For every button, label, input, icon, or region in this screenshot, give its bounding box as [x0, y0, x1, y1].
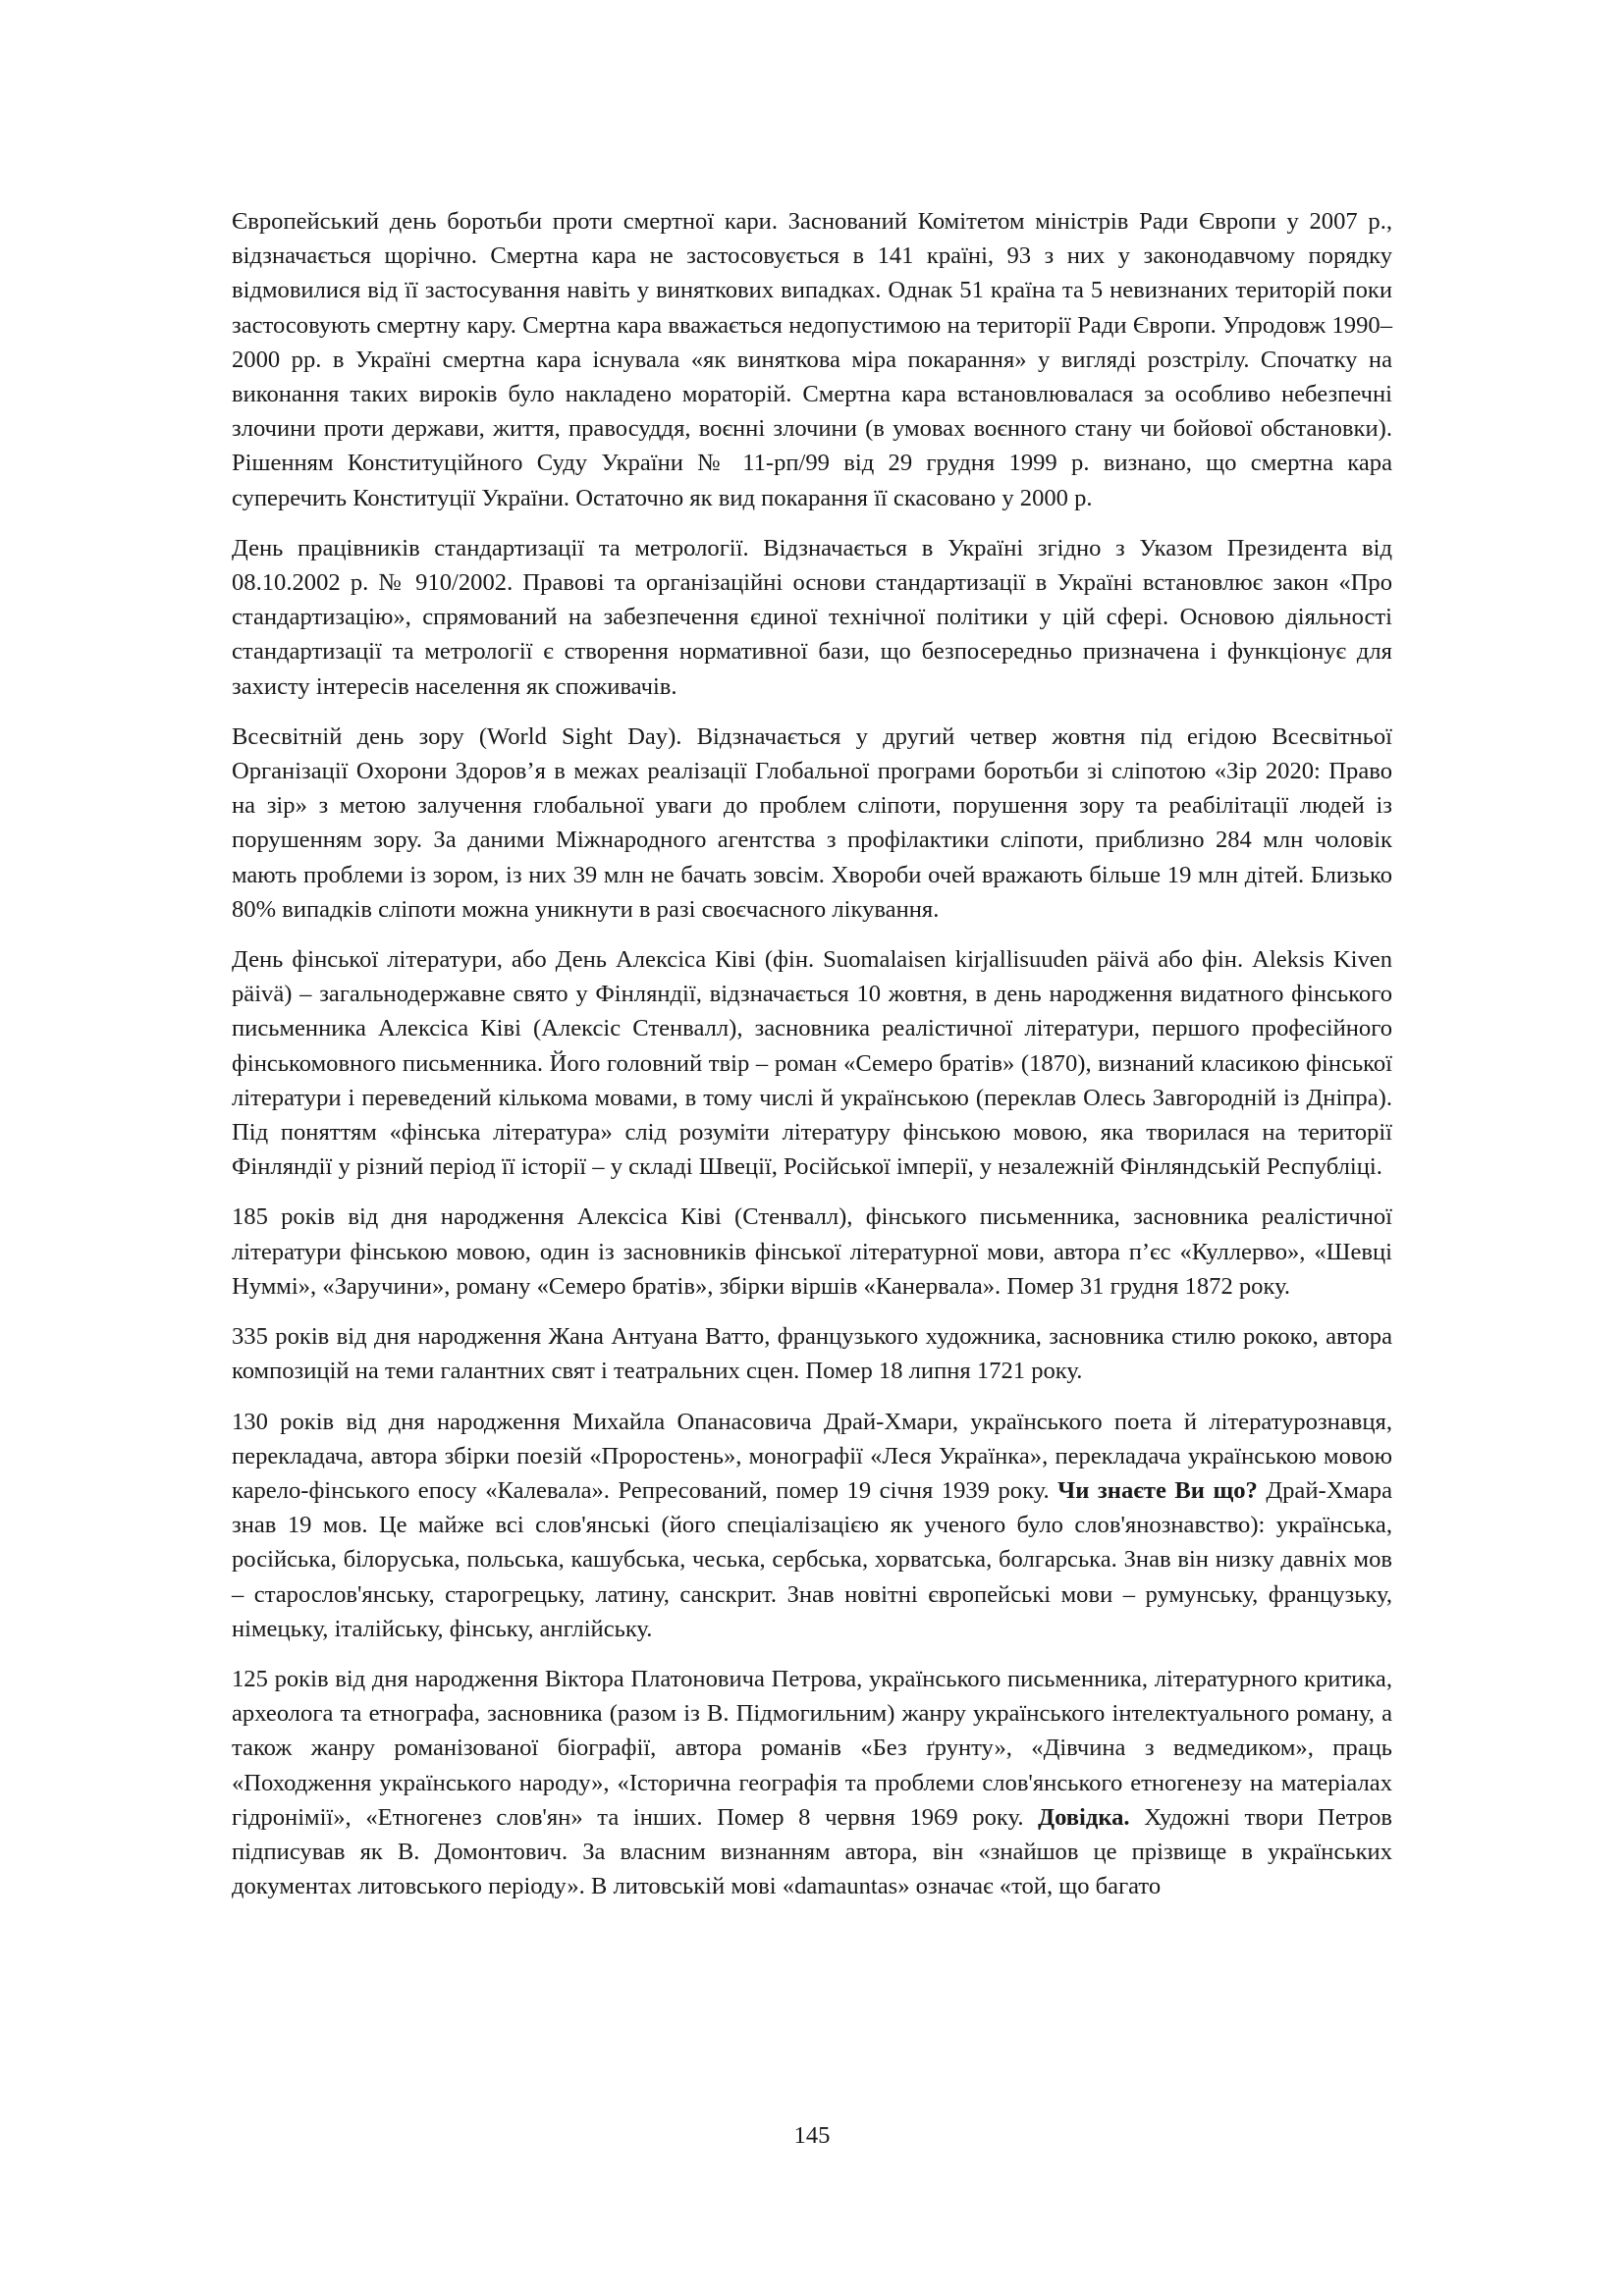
- paragraph-text: 125 років від дня народження Віктора Платоновича Петрова, українського письменника, літературного критика, археолога та етнографа, засновника (разом із В. Підмогильним) жанру українського інтелектуального роману, а також жанру романізованої біографії, автора романів «Без ґрунту», «Дівчина з ведмедиком», праць «Походження українського народу», «Історична географія та проблеми слов'янського етногенезу на матеріалах гідронімії», «Етногенез слов'ян» та інших. Помер 8 червня 1969 року.: [232, 1665, 1392, 1831]
- paragraph-finnish-literature-day: День фінської літератури, або День Алексіса Ківі (фін. Suomalaisen kirjallisuuden päivä або фін. Aleksis Kiven päivä) – загальнодержавне свято у Фінляндії, відзначається 10 жовтня, в день народження видатного фінського письменника Алексіса Ківі (Алексіс Стенвалл), засновника реалістичної літератури, першого професійного фінськомовного письменника. Його головний твір – роман «Семеро братів» (1870), визнаний класикою фінської літератури і переведений кількома мовами, в тому числі й українською (переклав Олесь Завгородній із Дніпра). Під поняттям «фінська література» слід розуміти літературу фінською мовою, яка творилася на території Фінляндії у різний період її історії – у складі Швеції, Російської імперії, у незалежній Фінляндській Республіці.: [232, 946, 1392, 1181]
- did-you-know-label: Чи знаєте Ви що?: [1057, 1476, 1258, 1504]
- paragraph-standardization-day: День працівників стандартизації та метрології. Відзначається в Україні згідно з Указом Президента від 08.10.2002 р. № 910/2002. Правові та організаційні основи стандартизації в Україні встановлює закон «Про стандартизацію», спрямований на забезпечення єдиної технічної політики у цій сфері. Основою діяльності стандартизації та метрології є створення нормативної бази, що безпосередньо призначена і функціонує для захисту інтересів населення як споживачів.: [232, 534, 1392, 700]
- page-number: 145: [793, 2122, 831, 2149]
- reference-label: Довідка.: [1038, 1803, 1130, 1831]
- paragraph-petrov: [232, 1662, 1392, 1903]
- paragraph-text: Драй-Хмара знав 19 мов. Це майже всі слов'янські (його спеціалізацією як ученого було слов'янознавство): українська, російська, білоруська, польська, кашубська, чеська, сербська, хорватська, болгарська. Знав він низку давніх мов – старослов'янську, старогрецьку, латину, санскрит. Знав новітні європейські мови – румунську, французьку, німецьку, італійську, фінську, англійську.: [232, 1476, 1392, 1642]
- paragraph-text: Художні твори Петров підписував як В. Домонтович. За власним визнанням автора, він «знайшов це прізвище в українських документах литовського періоду». В литовській мові «damauntas» означає «той, що багато: [232, 1803, 1392, 1900]
- paragraph-text: 130 років від дня народження Михайла Опанасовича Драй-Хмари, українського поета й літературознавця, перекладача, автора збірки поезій «Проростень», монографії «Леся Українка», перекладача українською мовою карело-фінського епосу «Калевала». Репресований, помер 19 січня 1939 року.: [232, 1408, 1392, 1504]
- paragraph-watteau: 335 років від дня народження Жана Антуана Ватто, французького художника, засновника стилю рококо, автора композицій на теми галантних свят і театральних сцен. Помер 18 липня 1721 року.: [232, 1323, 1392, 1385]
- page-body: [232, 204, 1392, 1919]
- paragraph-aleksis-kivi: 185 років від дня народження Алексіса Ківі (Стенвалл), фінського письменника, засновника реалістичної літератури фінською мовою, один із засновників фінської літературної мови, автора п’єс «Куллерво», «Шевці Нуммі», «Заручини», роману «Семеро братів», збірки віршів «Канервала». Помер 31 грудня 1872 року.: [232, 1203, 1392, 1300]
- paragraph-death-penalty-day: Європейський день боротьби проти смертної кари. Заснований Комітетом міністрів Ради Європи у 2007 р., відзначається щорічно. Смертна кара не застосовується в 141 країні, 93 з них у законодавчому порядку відмовилися від її застосування навіть у виняткових випадках. Однак 51 країна та 5 невизнаних територій поки застосовують смертну кару. Смертна кара вважається недопустимою на території Ради Європи. Упродовж 1990–2000 рр. в Україні смертна кара існувала «як виняткова міра покарання» у вигляді розстрілу. Спочатку на виконання таких вироків було накладено мораторій. Смертна кара встановлювалася за особливо небезпечні злочини проти держави, життя, правосуддя, воєнні злочини (в умовах воєнного стану чи бойової обстановки). Рішенням Конституційного Суду України № 11-рп/99 від 29 грудня 1999 р. визнано, що смертна кара суперечить Конституції України. Остаточно як вид покарання її скасовано у 2000 р.: [232, 208, 1392, 511]
- paragraph-world-sight-day: Всесвітній день зору (World Sight Day). Відзначається у другий четвер жовтня під егідою Всесвітньої Організації Охорони Здоров’я в межах реалізації Глобальної програми боротьби зі сліпотою «Зір 2020: Право на зір» з метою залучення глобальної уваги до проблем сліпоти, порушення зору та реабілітації людей із порушенням зору. За даними Міжнародного агентства з профілактики сліпоти, приблизно 284 млн чоловік мають проблеми із зором, із них 39 млн не бачать зовсім. Хвороби очей вражають більше 19 млн дітей. Близько 80% випадків сліпоти можна уникнути в разі своєчасного лікування.: [232, 722, 1392, 923]
- paragraph-drai-khmara: [232, 1405, 1392, 1646]
